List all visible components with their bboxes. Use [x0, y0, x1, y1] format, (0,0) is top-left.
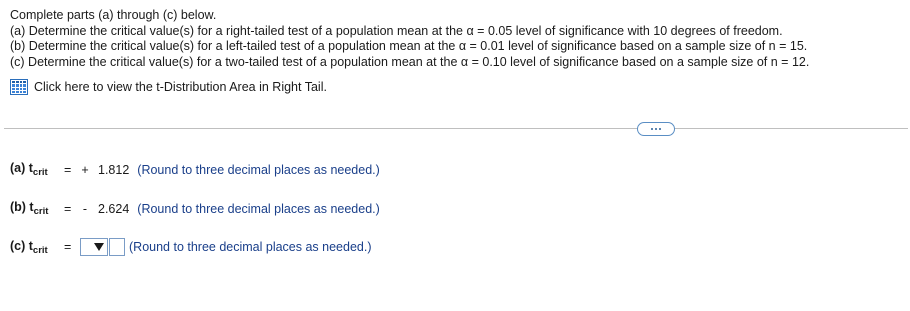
- dropdown-arrow-icon: [94, 243, 104, 251]
- instructions-part-a: (a) Determine the critical value(s) for a right-tailed test of a population mean at the α = 0.05 level of significance with 10 degrees of freedom.: [10, 23, 783, 38]
- answer-input-c[interactable]: [109, 238, 125, 256]
- instructions-part-b: (b) Determine the critical value(s) for a left-tailed test of a population mean at the α = 0.01 level of significance based on a sample size of n = 15.: [10, 39, 808, 53]
- answer-label-a: (a) $t_{crit}$: [10, 161, 48, 178]
- equals-sign: =: [64, 201, 72, 216]
- rounding-note-c: (Round to three decimal places as needed.): [129, 240, 372, 254]
- answer-label-b: (b) $t_{crit}$: [10, 200, 49, 217]
- t-distribution-table-link[interactable]: [10, 79, 327, 95]
- answer-sign-a: +: [81, 162, 89, 177]
- answer-row-a: [10, 161, 380, 178]
- section-divider: [4, 128, 908, 129]
- answer-row-c: [10, 238, 372, 256]
- answer-value-b: 2.624: [98, 201, 130, 216]
- rounding-note-b: (Round to three decimal places as needed.): [137, 201, 380, 216]
- answer-value-a: 1.812: [98, 162, 130, 177]
- answer-sign-b: -: [82, 201, 88, 216]
- instructions-part-c: (c) Determine the critical value(s) for a two-tailed test of a population mean at the α = 0.10 level of significance based on a sample size of n = 12.: [10, 54, 810, 69]
- ellipsis-icon: [651, 128, 653, 130]
- more-button[interactable]: [637, 122, 675, 136]
- answer-row-b: [10, 200, 380, 217]
- answer-label-c: (c) $t_{crit}$: [10, 238, 48, 256]
- rounding-note-a: (Round to three decimal places as needed.): [137, 162, 380, 177]
- table-link-text[interactable]: Click here to view the t-Distribution Area in Right Tail.: [34, 80, 327, 94]
- equals-sign: =: [64, 162, 72, 177]
- question-instructions: [10, 8, 809, 70]
- table-icon: [10, 79, 28, 95]
- equals-sign: =: [64, 240, 72, 254]
- instructions-intro: Complete parts (a) through (c) below.: [10, 8, 217, 22]
- sign-dropdown[interactable]: [80, 238, 108, 256]
